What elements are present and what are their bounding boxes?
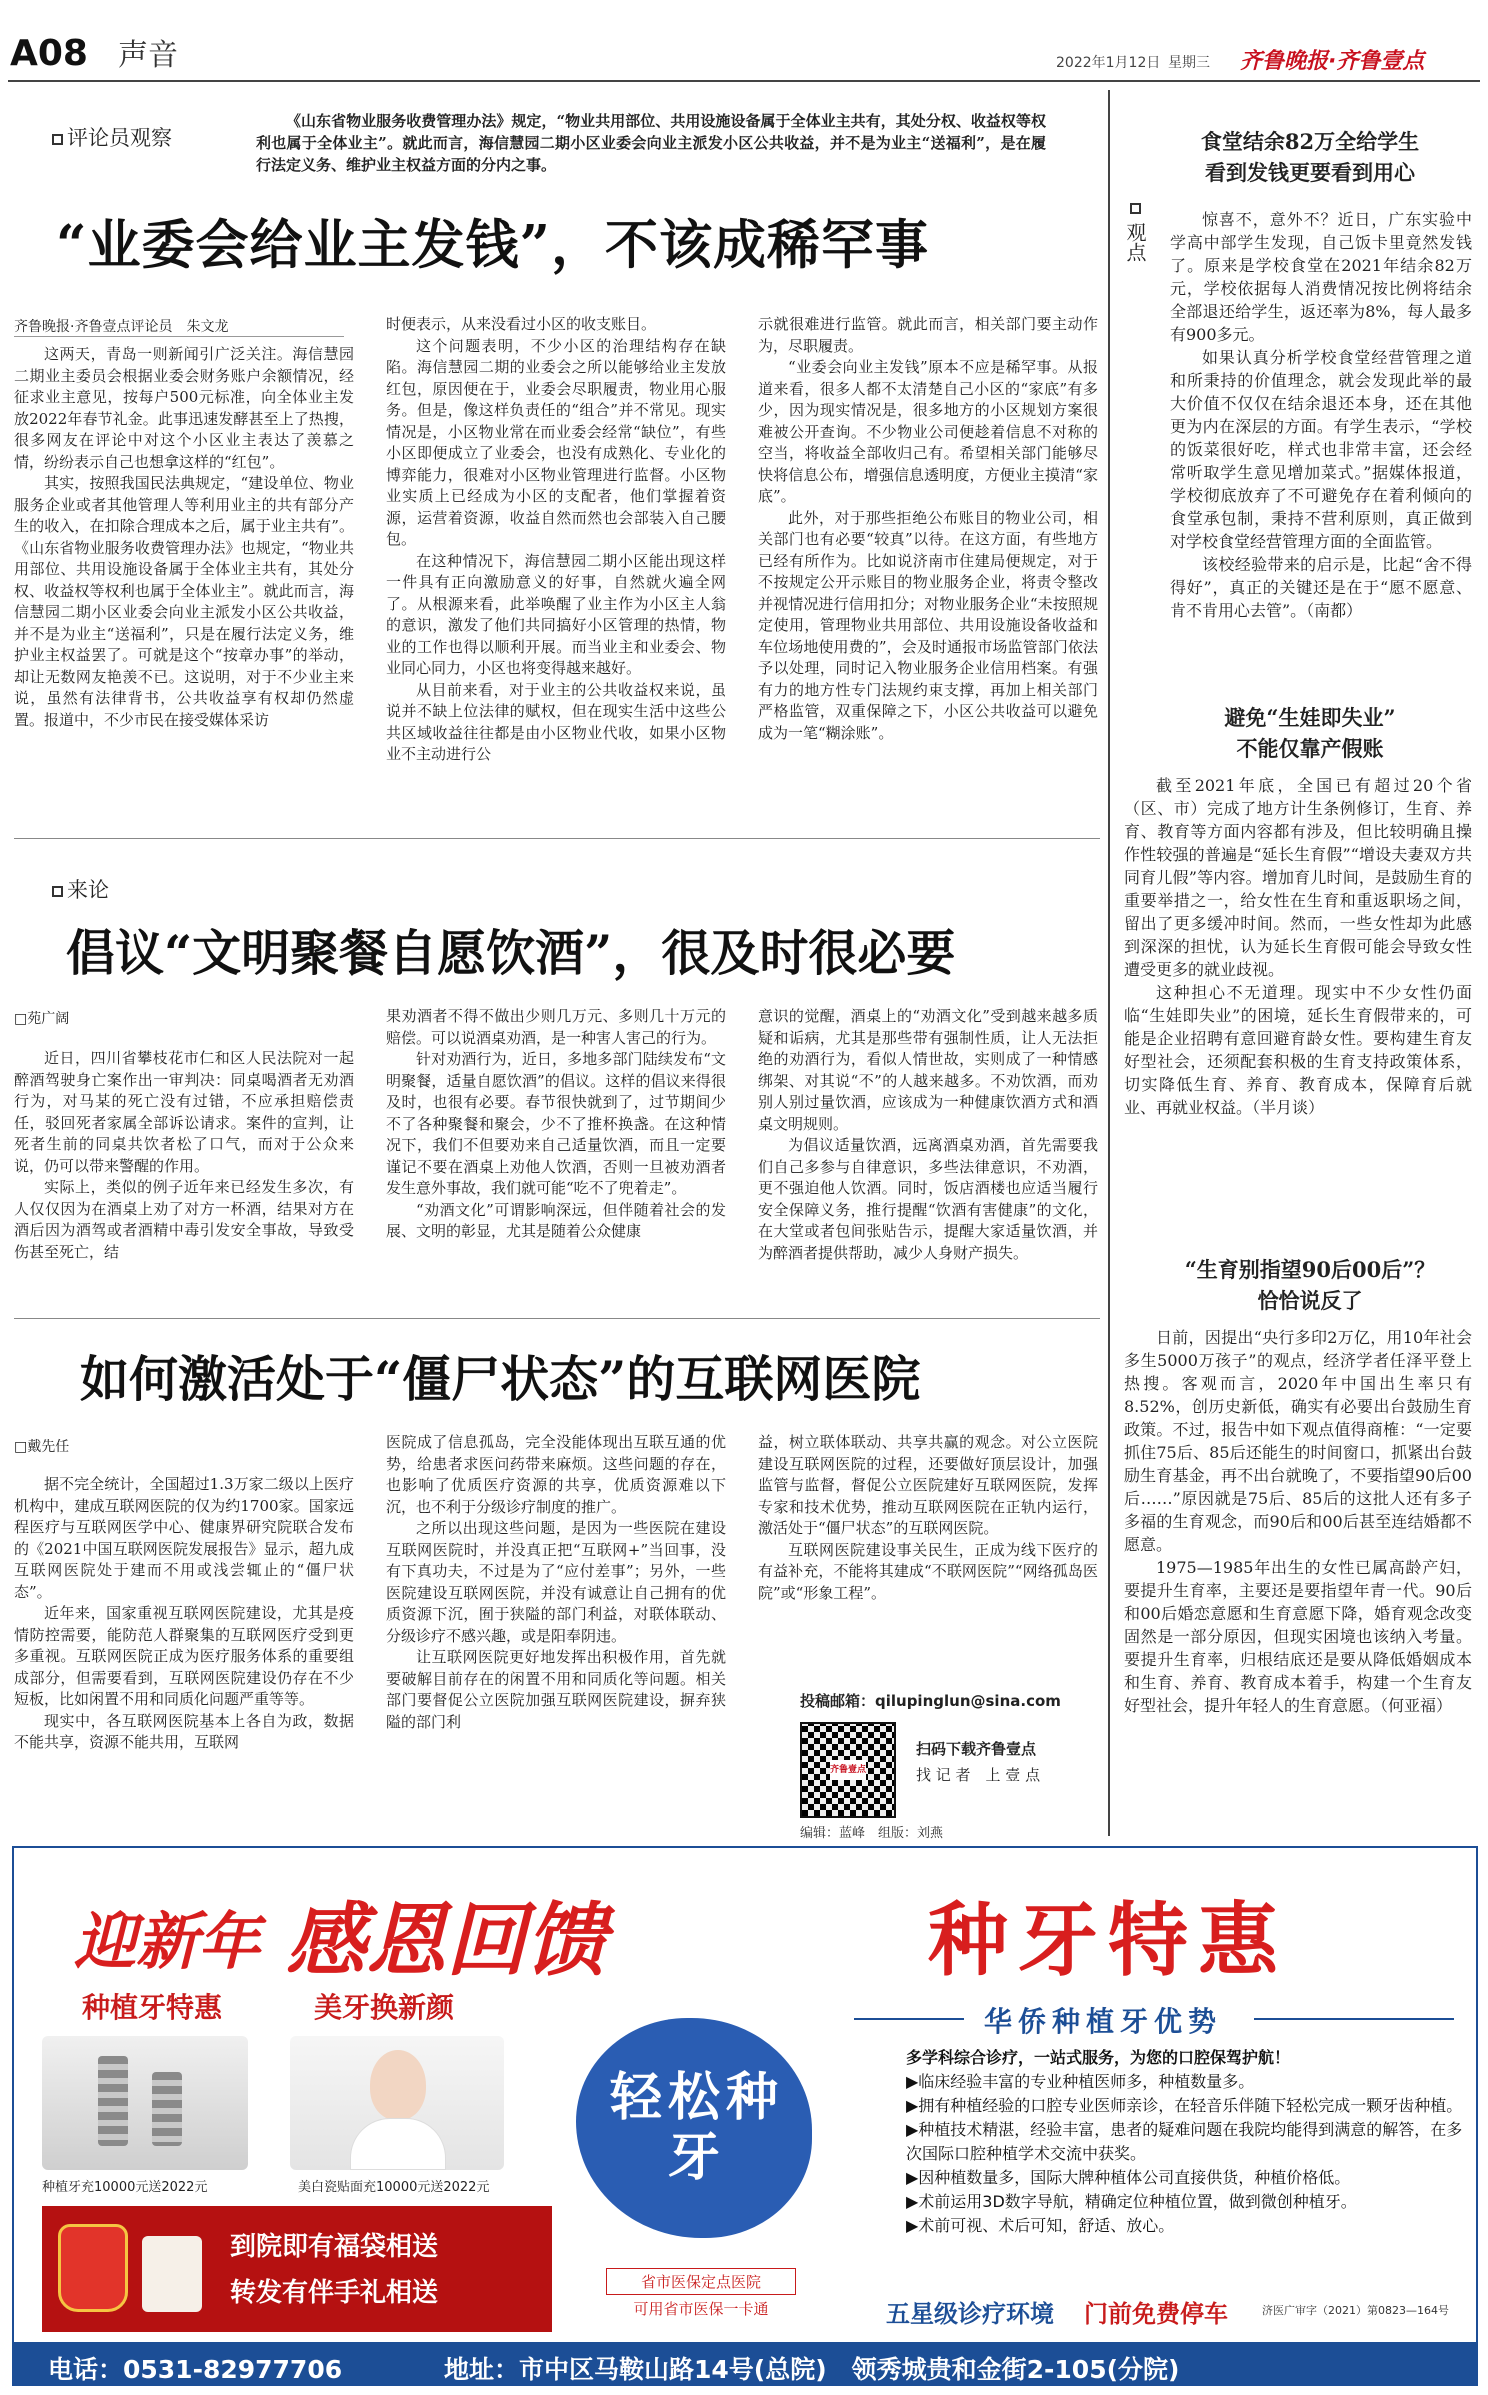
article2-byline: □苑广阔 — [14, 1011, 70, 1027]
implant-caption: 种植牙充10000元送2022元 — [42, 2180, 208, 2195]
right2-body — [1124, 774, 1472, 1236]
article1-col2 — [386, 314, 726, 830]
feature-item: ▶种植技术精湛，经验丰富，患者的疑难问题在我院均能得到满意的解答，在多次国际口腔种植学术交流中获奖。 — [906, 2120, 1463, 2163]
paragraph: 近日，四川省攀枝花市仁和区人民法院对一起醉酒驾驶身亡案作出一审判决：同桌喝酒者无劝酒行为，对马某的死亡没有过错，不应承担赔偿责任，驳回死者家属全部诉讼请求。案件的宣判，让死者生前的同桌共饮者松了口气，而对于公众来说，仍可以带来警醒的作用。 — [14, 1049, 354, 1175]
section-rule — [14, 1318, 1100, 1319]
paragraph: 让互联网医院更好地发挥出积极作用，首先就要破解目前存在的闲置不用和同质化等问题。相关部门要督促公立医院加强互联网医院建设，摒弃狭隘的部门利 — [386, 1648, 726, 1731]
article1-label: 评论员观察 — [52, 122, 172, 152]
paragraph: 针对劝酒行为，近日，多地多部门陆续发布“文明聚餐，适量自愿饮酒”的倡议。这样的倡议来得很及时，也很有必要。春节很快就到了，过节期间少不了各种聚餐和聚会，少不了推杯换盏。在这种情况下，我们不但要劝来自己适量饮酒，而且一定要谨记不要在酒桌上劝他人饮酒，否则一旦被劝酒者发生意外事故，我们就可能“吃不了兜着走”。 — [386, 1050, 726, 1197]
ad-address: 地址：市中区马鞍山路14号(总院) 领秀城贵和金街2-105(分院) — [444, 2355, 1180, 2384]
article2-headline: 倡议“文明聚餐自愿饮酒”，很及时很必要 — [66, 924, 956, 982]
article1-headline: “业委会给业主发钱”，不该成稀罕事 — [56, 214, 929, 276]
article3-col3 — [758, 1432, 1098, 1680]
ad-license: 济医广审字（2021）第0823—164号 — [1262, 2304, 1449, 2317]
paragraph: 实际上，类似的例子近年来已经发生多次，有人仅仅因为在酒桌上劝了对方一杯酒，结果对方在酒后因为酒驾或者酒精中毒引发安全事故，导致受伤甚至死亡，结 — [14, 1178, 354, 1261]
paragraph: 其实，按照我国民法典规定，“建设单位、物业服务企业或者其他管理人等利用业主的共有部分产生的收入，在扣除合理成本之后，属于业主共有”。《山东省物业服务收费管理办法》也规定，“物业共用部位、共用设施设备属于全体业主共有，其处分权、收益权等权利也属于全体业主”。就此而言，海信慧园二期小区业委会向业主派发小区公共收益，并不是为业主“送福利”，只是在履行法定义务，维护业主权益罢了。可就是这个“按章办事”的举动，却让无数网友艳羡不已。这说明，对于不少业主来说，虽然有法律背书，公共收益享有权却仍然虚置。报道中，不少市民在接受媒体采访 — [14, 474, 354, 729]
right3-title: “生育别指望90后00后”？ 恰恰说反了 — [1184, 1257, 1436, 1313]
article2-label: 来论 — [52, 874, 109, 904]
env-text: 五星级诊疗环境 — [886, 2300, 1054, 2328]
feature-item: ▶术前可视、术后可知，舒适、放心。 — [906, 2216, 1175, 2235]
byline-underline — [14, 336, 344, 337]
ad-footer — [14, 2342, 1478, 2386]
right3-body — [1124, 1326, 1472, 1834]
paragraph: 此外，对于那些拒绝公布账目的物业公司，相关部门也有必要“较真”以待。在这方面，有些地方已经有所作为。比如说济南市住建局便规定，对于不按规定公开示账目的物业服务企业，将责令整改并视情况进行信用扣分；对物业服务企业“未按照规定使用，管理物业共用部位、共用设施设备收益和车位场地使用费的”，会及时通报市场监管部门依法予以处理，同时记入物业服务企业信用档案。有强有力的地方性专门法规约束支撑，再加上相关部门严格监管，双重保障之下，小区公共收益可以避免成为一笔“糊涂账”。 — [758, 508, 1098, 742]
weekday: 星期三 — [1168, 55, 1210, 71]
article1-col3 — [758, 314, 1098, 830]
qr-caption-1: 扫码下载齐鲁壹点 — [916, 1740, 1037, 1758]
advantage-title: 华侨种植牙优势 — [984, 2005, 1223, 2038]
qr-logo: 齐鲁壹点 — [830, 1760, 866, 1780]
beauty-title: 美牙换新颜 — [314, 1991, 455, 2024]
paragraph: 日前，因提出“央行多印2万亿，用10年社会多生5000万孩子”的观点，经济学者任泽平登上热搜。客观而言，2020年中国出生率只有8.52%，创历史新低，确实有必要出台鼓励生育政策。不过，报告中如下观点值得商榷：“一定要抓住75后、85后还能生的时间窗口，抓紧出台鼓励生育基金，再不出台就晚了，不要指望90后00后……”原因就是75后、85后的这批人还有多子多福的生育观念，而90后和00后甚至连结婚都不愿意。 — [1124, 1328, 1472, 1554]
box-icon — [52, 134, 63, 145]
feature-item: 多学科综合诊疗，一站式服务，为您的口腔保驾护航！ — [906, 2048, 1291, 2067]
ad-slogan-mid: 感恩回馈 — [286, 1894, 606, 1987]
paragraph: 益，树立联体联动、共享共赢的观念。对公立医院建设互联网医院的过程，还要做好顶层设计，加强监管与监督，督促公立医院建好互联网医院，发挥专家和技术优势，推动互联网医院在正轨内运行，激活处于“僵尸状态”的互联网医院。 — [758, 1433, 1098, 1537]
ad-slogan-left: 迎新年 — [74, 1905, 261, 1978]
advantage-rule — [1254, 2018, 1454, 2020]
paragraph: 互联网医院建设事关民生，正成为线下医疗的有益补充，不能将其建成“不联网医院”“网络孤岛医院”或“形象工程”。 — [758, 1540, 1098, 1602]
article3-col1 — [14, 1474, 354, 1836]
paragraph: 这两天，青岛一则新闻引广泛关注。海信慧园二期业主委员会根据业委会财务账户余额情况，经征求业主意见，按每户500元标准，向全体业主发放2022年春节礼金。此事迅速发酵甚至上了热搜，很多网友在评论中对这个小区业主表达了羡慕之情，纷纷表示自己也想拿这样的“红包”。 — [14, 345, 354, 471]
qr-code — [800, 1722, 896, 1818]
paragraph: 该校经验带来的启示是，比起“舍不得得好”，真正的关键还是在于“愿不愿意、肯不肯用心去管”。（南都） — [1170, 555, 1472, 620]
easy-implant-badge — [566, 2008, 826, 2258]
model-face — [370, 2050, 426, 2120]
gift-line-1: 到院即有福袋相送 — [230, 2232, 439, 2262]
submission-email: 投稿邮箱：qilupinglun@sina.com — [800, 1692, 1061, 1710]
editor-credit: 编辑：蓝峰 组版：刘燕 — [800, 1826, 944, 1841]
header-rule — [8, 80, 1480, 82]
page-number: A08 — [10, 33, 88, 74]
gift-panel — [42, 2206, 552, 2332]
section-rule — [14, 838, 1100, 839]
gift-bag-icon — [142, 2236, 202, 2312]
paragraph: 果劝酒者不得不做出少则几万元、多则几十万元的赔偿。可以说酒桌劝酒，是一种害人害己的行为。 — [386, 1007, 726, 1047]
beauty-image — [290, 2036, 504, 2170]
article1-col1 — [14, 344, 354, 830]
article3-byline: □戴先任 — [14, 1439, 70, 1455]
tooth-icon — [98, 2056, 128, 2146]
paragraph: 1975—1985年出生的女性已属高龄产妇，要提升生育率，主要还是要指望年青一代。90后和00后婚恋意愿和生育意愿下降，婚育观念改变固然是一部分原因，但现实困境也该纳入考量。要提升生育率，归根结底还是要从降低婚姻成本和生育、养育、教育成本着手，构建一个生育友好型社会，提升年轻人的生育意愿。（何亚福） — [1124, 1558, 1472, 1715]
model-body — [350, 2118, 446, 2170]
brand-logo: 齐鲁晚报·齐鲁壹点 — [1240, 49, 1425, 74]
paragraph: 这种担心不无道理。现实中不少女性仍面临“生娃即失业”的困境，延长生育假带来的，可能是企业招聘有意回避育龄女性。要构建生育友好型社会，还须配套积极的生育支持政策体系，切实降低生育、养育、教育成本，保障育后就业、再就业权益。（半月谈） — [1124, 983, 1472, 1117]
vertical-rule — [1108, 90, 1110, 1836]
advantage-rule — [854, 2018, 964, 2020]
paragraph: 现实中，各互联网医院基本上各自为政，数据不能共享，资源不能共用，互联网 — [14, 1711, 354, 1751]
ad-slogan-right: 种牙特惠 — [928, 1894, 1288, 1987]
paragraph: 截至2021年底，全国已有超过20个省（区、市）完成了地方计生条例修订，生育、养育、教育等方面内容都有涉及，但比较明确且操作性较强的普遍是“延长生育假”“增设夫妻双方共同育儿假”等内容。增加育儿时间，是鼓励生育的重要举措之一，给女性在生育和重返职场之间，留出了更多缓冲时间。然而，一些女性却为此感到深深的担忧，认为延长生育假可能会导致女性遭受更多的就业歧视。 — [1124, 776, 1472, 979]
badge-text: 轻松种牙 — [609, 2068, 784, 2188]
badge-sub-1: 省市医保定点医院 — [606, 2268, 796, 2295]
tooth-icon — [152, 2072, 182, 2146]
article1-byline: 齐鲁晚报·齐鲁壹点评论员 朱文龙 — [14, 319, 229, 335]
ad-phone: 电话：0531-82977706 — [48, 2355, 343, 2384]
lucky-bag-icon — [58, 2224, 128, 2312]
paragraph: 医院成了信息孤岛，完全没能体现出互联互通的优势，给患者求医问药带来麻烦。这些问题的存在，也影响了优质医疗资源的共享，优质资源难以下沉，也不利于分级诊疗制度的推广。 — [386, 1433, 726, 1516]
right1-title: 食堂结余82万全给学生 看到发钱更要看到用心 — [1200, 129, 1420, 185]
article3-col2 — [386, 1432, 726, 1836]
section-name: 声音 — [118, 38, 178, 73]
paragraph: “劝酒文化”可谓影响深远，但伴随着社会的发展、文明的彰显，尤其是随着公众健康 — [386, 1200, 726, 1240]
paragraph: 在这种情况下，海信慧园二期小区能出现这样一件具有正向激励意义的好事，自然就火遍全网了。从根源来看，此举唤醒了业主作为小区主人翁的意识，激发了他们共同搞好小区管理的热情，物业的工作也得以顺利开展。而当业主和业委会、物业同心同力，小区也将变得越来越好。 — [386, 551, 726, 677]
implant-title: 种植牙特惠 — [82, 1991, 223, 2024]
paragraph: 近年来，国家重视互联网医院建设，尤其是疫情防控需要，能防范人群聚集的互联网医疗受到更多重视。互联网医院正成为医疗服务体系的重要组成部分，但需要看到，互联网医院建设仍存在不少短板，比如闲置不用和同质化问题严重等等。 — [14, 1604, 354, 1708]
ad-banner — [12, 1846, 1478, 2386]
right1-body — [1170, 208, 1472, 688]
badge-sub-2: 可用省市医保一卡通 — [633, 2300, 769, 2318]
paragraph: 据不完全统计，全国超过1.3万家二级以上医疗机构中，建成互联网医院的仅为约1700家。国家远程医疗与互联网医学中心、健康界研究院联合发布的《2021中国互联网医院发展报告》显示，超九成互联网医院处于建而不用或浅尝辄止的“僵尸状态”。 — [14, 1475, 354, 1601]
article2-col1 — [14, 1048, 354, 1310]
box-icon — [1130, 203, 1141, 214]
paragraph: 从目前来看，对于业主的公共收益权来说，虽说并不缺上位法律的赋权，但在现实生活中这些公共区域收益往往都是由小区物业代收，如果小区物业不主动进行公 — [386, 680, 726, 763]
qr-caption-2: 找 记 者 上 壹 点 — [916, 1766, 1041, 1784]
opinion-label: 观点 — [1122, 196, 1148, 262]
article3-headline: 如何激活处于“僵尸状态”的互联网医院 — [80, 1350, 921, 1408]
gift-line-2: 转发有伴手礼相送 — [230, 2278, 439, 2308]
beauty-caption: 美白瓷贴面充10000元送2022元 — [298, 2180, 490, 2195]
article2-col3 — [758, 1006, 1098, 1310]
feature-item: ▶临床经验丰富的专业种植医师多，种植数量多。 — [906, 2072, 1255, 2091]
paragraph: 如果认真分析学校食堂经营管理之道和所秉持的价值理念，就会发现此举的最大价值不仅仅在结余退还本身，还在其他更为内在深层的方面。有学生表示，“学校的饭菜很好吃，样式也非常丰富，还会经常听取学生意见增加菜式。”据媒体报道，学校彻底放弃了不可避免存在着利倾向的食堂承包制，秉持不营利原则，真正做到对学校食堂经营管理方面的全面监管。 — [1170, 348, 1472, 551]
feature-item: ▶因种植数量多，国际大牌种植体公司直接供货，种植价格低。 — [906, 2168, 1351, 2187]
parking-text: 门前免费停车 — [1084, 2300, 1228, 2328]
paragraph: 示就很难进行监管。就此而言，相关部门要主动作为，尽职履责。 — [758, 315, 1098, 355]
article1-lead: 《山东省物业服务收费管理办法》规定，“物业共用部位、共用设施设备属于全体业主共有，其处分权、收益权等权利也属于全体业主”。就此而言，海信慧园二期小区业委会向业主派发小区公共收益，并不是为业主“送福利”，是在履行法定义务、维护业主权益方面的分内之事。 — [256, 112, 1046, 174]
article2-col2 — [386, 1006, 726, 1310]
paragraph: 为倡议适量饮酒，远离酒桌劝酒，首先需要我们自己多参与自律意识，多些法律意识，不劝酒，更不强迫他人饮酒。同时，饭店酒楼也应适当履行安全保障义务，推行提醒“饮酒有害健康”的文化，在大堂或者包间张贴告示，提醒大家适量饮酒，并为醉酒者提供帮助，减少人身财产损失。 — [758, 1136, 1098, 1262]
paragraph: 惊喜不，意外不？近日，广东实验中学高中部学生发现，自己饭卡里竟然发钱了。原来是学校食堂在2021年结余82万元，学校依据每人消费情况按比例将结余全部退还给学生，返还率为8%，每人最多有900多元。 — [1170, 210, 1472, 344]
paragraph: 意识的觉醒，酒桌上的“劝酒文化”受到越来越多质疑和诟病，尤其是那些带有强制性质，让人无法拒绝的劝酒行为，看似人情世故，实则成了一种情感绑架、对其说“不”的人越来越多。不劝饮酒，而劝别人别过量饮酒，应该成为一种健康饮酒方式和酒桌文明规则。 — [758, 1007, 1098, 1133]
feature-list — [906, 2046, 1466, 2238]
paragraph: “业委会向业主发钱”原本不应是稀罕事。从报道来看，很多人都不太清楚自己小区的“家底”有多少，因为现实情况是，很多地方的小区规划方案很难被公开查询。不少物业公司便趁着信息不对称的空当，将收益全部收归己有。希望相关部门能够尽快将信息公布，增强信息透明度，方便业主摸清“家底”。 — [758, 358, 1098, 505]
feature-item: ▶术前运用3D数字导航，精确定位种植位置，做到微创种植牙。 — [906, 2192, 1357, 2211]
issue-date: 2022年1月12日 — [1056, 55, 1161, 71]
implant-image — [42, 2036, 248, 2170]
feature-item: ▶拥有种植经验的口腔专业医师亲诊，在轻音乐伴随下轻松完成一颗牙齿种植。 — [906, 2096, 1463, 2115]
paragraph: 这个问题表明，不少小区的治理结构存在缺陷。海信慧园二期的业委会之所以能够给业主发放红包，原因便在于，业委会尽职履责，物业用心服务。但是，像这样负责任的“组合”并不常见。现实情况是，小区物业常在而业委会经常“缺位”，有些小区即便成立了业委会，也没有成熟化、专业化的博弈能力，很难对小区物业管理进行监督。小区物业实质上已经成为小区的支配者，他们掌握着资源，运营着资源，收益自然而然也会部装入自己腰包。 — [386, 336, 726, 548]
right2-title: 避免“生娃即失业” 不能仅靠产假账 — [1224, 705, 1396, 761]
paragraph: 时便表示，从来没看过小区的收支账目。 — [386, 315, 657, 333]
box-icon — [52, 886, 63, 897]
paragraph: 之所以出现这些问题，是因为一些医院在建设互联网医院时，并没真正把“互联网+”当回事，没有下真功夫，不过是为了“应付差事”；另外，一些医院建设互联网医院，并没有诚意让自己拥有的优质资源下沉，囿于狭隘的部门利益，对联体联动、分级诊疗不感兴趣，或是阳奉阴违。 — [386, 1519, 726, 1645]
